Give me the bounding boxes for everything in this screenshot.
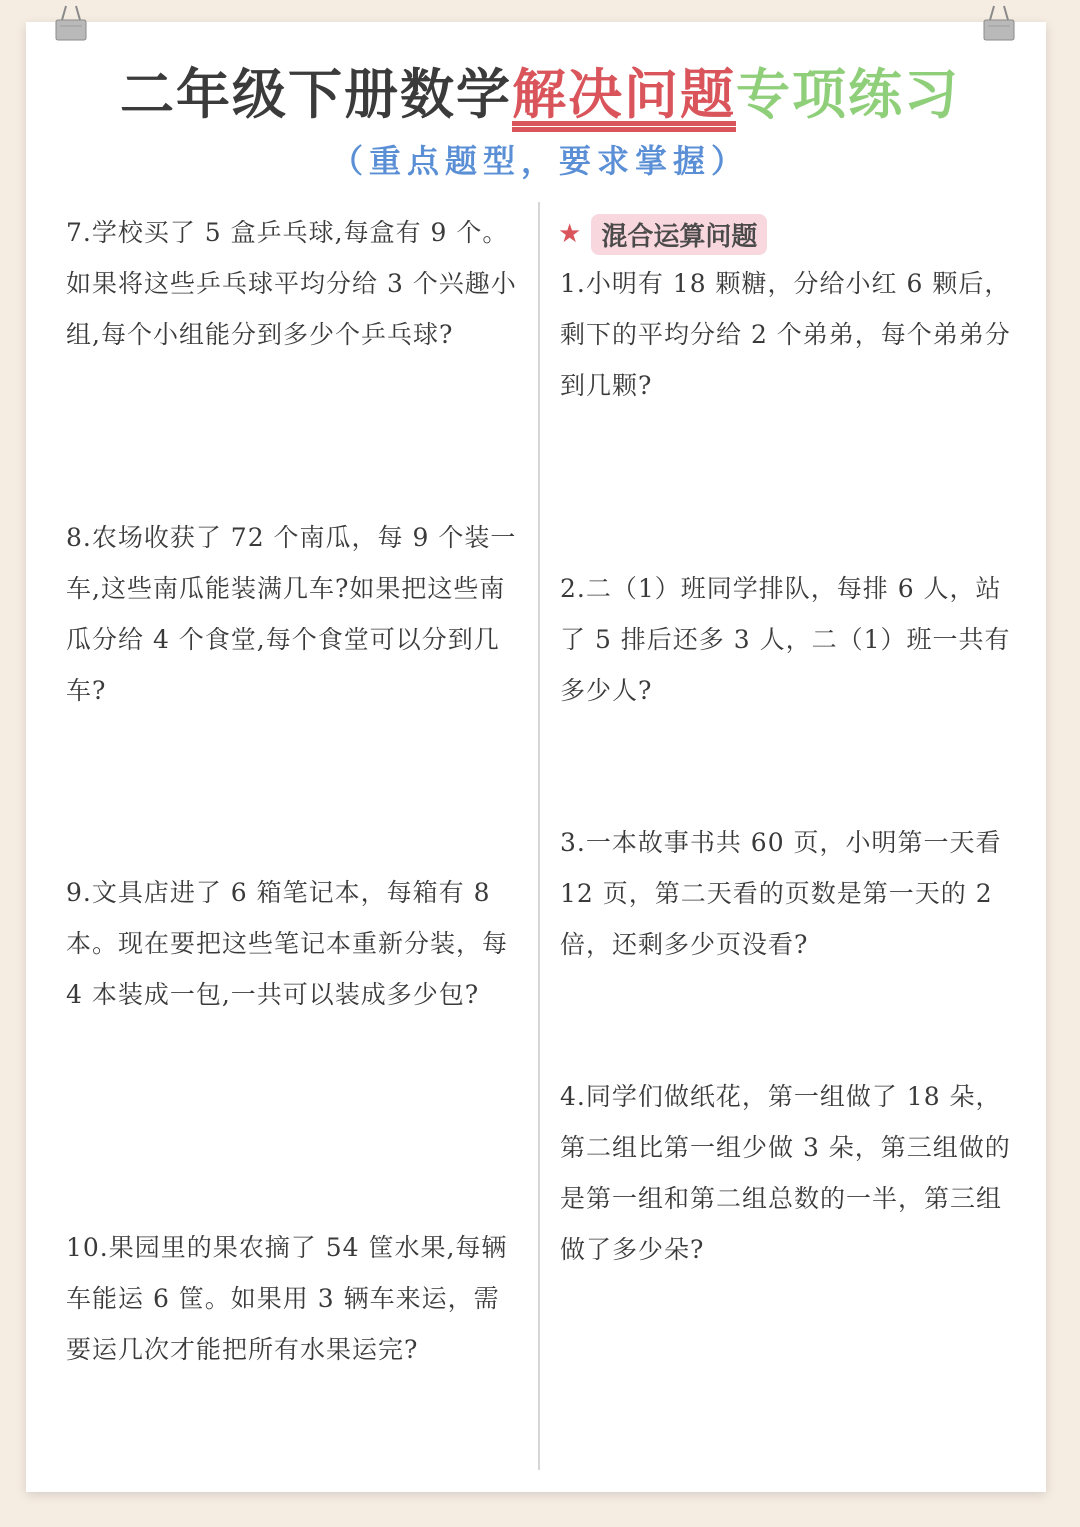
question-4: 4.同学们做纸花，第一组做了 18 朵，第二组比第一组少做 3 朵，第三组做的是第一组和第二组总数的一半，第三组做了多少朵? [560,1082,1011,1264]
section-heading [558,212,767,256]
title-part-grade: 二年级下册数学 [120,63,512,126]
question-10: 10.果园里的果农摘了 54 筐水果,每辆车能运 6 筐。如果用 3 辆车来运，需要运几次才能把所有水果运完? [66,1233,508,1364]
question-2: 2.二（1）班同学排队，每排 6 人，站了 5 排后还多 3 人，二（1）班一共有多少人? [560,574,1011,705]
title-part-topic: 解决问题 [512,63,736,126]
binder-clip-icon [52,4,90,42]
star-icon: ★ [558,219,582,249]
question-3: 3.一本故事书共 60 页，小明第一天看 12 页，第二天看的页数是第一天的 2 倍，还剩多少页没看? [560,828,1002,959]
question-7: 7.学校买了 5 盒乒乓球,每盒有 9 个。如果将这些乒乓球平均分给 3 个兴趣小组,每个小组能分到多少个乒乓球? [66,218,517,349]
page-title [0,52,1080,129]
binder-clip-icon [980,4,1018,42]
question-8: 8.农场收获了 72 个南瓜，每 9 个装一车,这些南瓜能装满几车?如果把这些南瓜分给 4 个食堂,每个食堂可以分到几车? [66,523,517,705]
question-1: 1.小明有 18 颗糖，分给小红 6 颗后，剩下的平均分给 2 个弟弟，每个弟弟分到几颗? [560,269,1011,400]
section-label: 混合运算问题 [591,214,767,255]
column-divider [538,202,540,1470]
question-9: 9.文具店进了 6 箱笔记本，每箱有 8 本。现在要把这些笔记本重新分装，每 4 本装成一包,一共可以装成多少包? [66,878,509,1009]
title-part-practice: 专项练习 [736,63,960,126]
page-subtitle: （重点题型，要求掌握） [330,142,749,180]
